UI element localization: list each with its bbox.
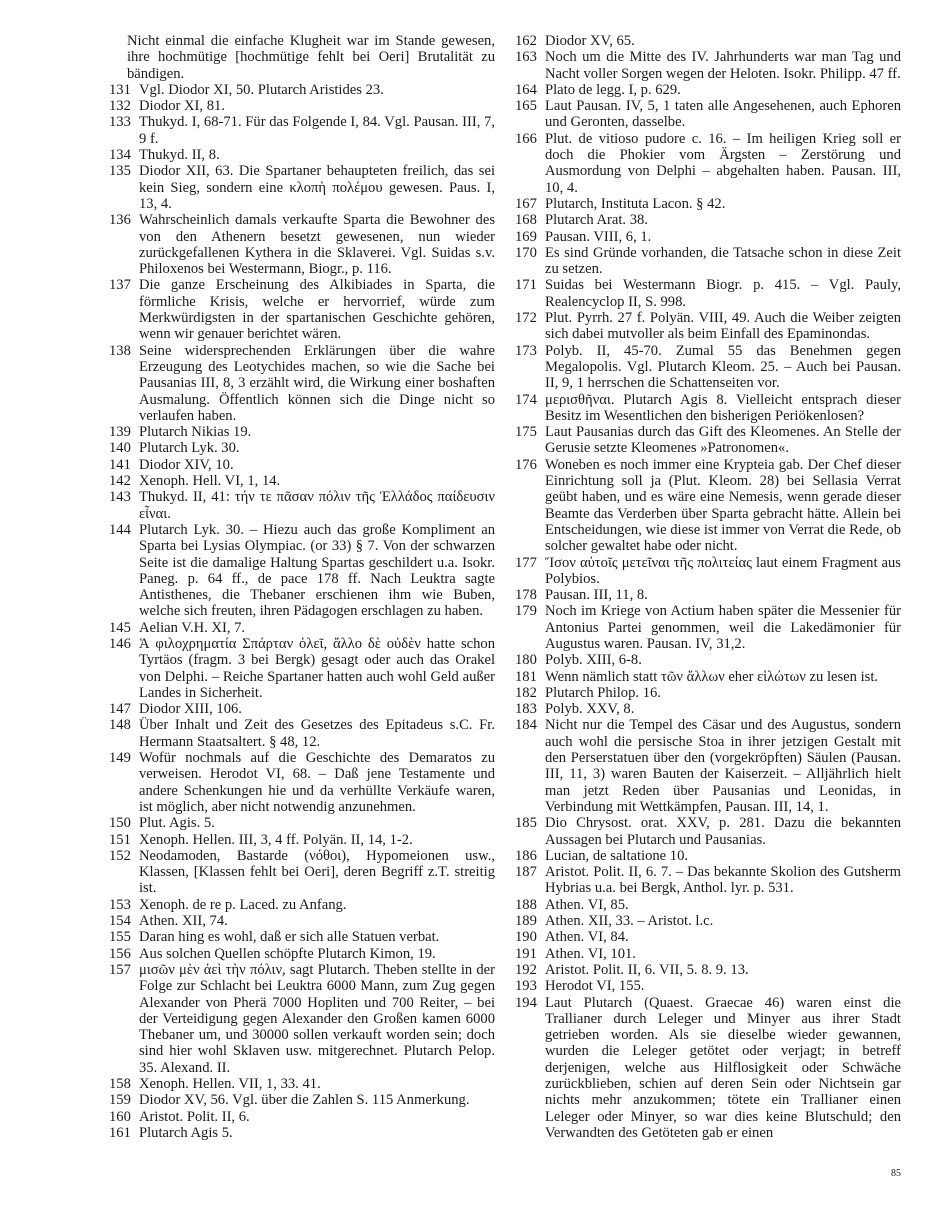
footnote-item: [515, 913, 901, 929]
footnote-text: Diodor XV, 56. Vgl. über die Zahlen S. 115 Anmerkung.: [139, 1092, 470, 1109]
footnote-text: Diodor XIV, 10.: [139, 456, 234, 473]
footnote-item: [515, 962, 901, 978]
footnote-text: Plutarch Agis 5.: [139, 1124, 233, 1141]
footnote-text: Pausan. III, 11, 8.: [545, 587, 648, 604]
footnote-item: [515, 555, 901, 588]
footnote-number: 171: [515, 277, 537, 294]
footnote-number: 154: [109, 913, 131, 930]
footnote-number: 133: [109, 114, 131, 131]
footnote-item: [109, 717, 495, 750]
footnote-item: [515, 33, 901, 49]
footnote-number: 144: [109, 521, 131, 538]
footnote-item: [109, 98, 495, 114]
footnote-number: 183: [515, 701, 537, 718]
footnote-number: 151: [109, 831, 131, 848]
footnote-number: 164: [515, 81, 537, 98]
footnote-number: 132: [109, 98, 131, 115]
footnote-item: [515, 669, 901, 685]
footnote-number: 142: [109, 473, 131, 490]
footnote-number: 174: [515, 391, 537, 408]
footnote-item: [109, 620, 495, 636]
page-number: 85: [891, 1168, 901, 1179]
footnote-item: [515, 603, 901, 652]
footnote-number: 152: [109, 847, 131, 864]
footnote-number: 185: [515, 815, 537, 832]
footnote-number: 143: [109, 489, 131, 506]
footnote-item: [515, 457, 901, 555]
footnote-text: Polyb. XIII, 6-8.: [545, 652, 642, 669]
footnote-item: [515, 98, 901, 131]
footnote-text: Seine widersprechenden Erklärungen über die wahre Erzeugung des Leotychides machen, so wie die Sache bei Pausanias III, 8, 3 erzählt wird, die Wirkung einer boshaften Ausmalung. Öffentlich können sich die Dinge nicht so verlaufen haben.: [139, 342, 495, 424]
footnote-text: Xenoph. Hell. VI, 1, 14.: [139, 473, 281, 490]
footnote-text: Plutarch Lyk. 30.: [139, 440, 240, 457]
footnote-text: Laut Pausanias durch das Gift des Kleomenes. An Stelle der Gerusie setzte Kleomenes »Patronomen«.: [545, 424, 901, 457]
footnote-number: 180: [515, 652, 537, 669]
footnote-item: [109, 163, 495, 212]
footnote-item: [109, 913, 495, 929]
footnote-number: 177: [515, 554, 537, 571]
footnote-text: Athen. VI, 85.: [545, 896, 629, 913]
footnote-item: [109, 489, 495, 522]
footnote-text: Pausan. VIII, 6, 1.: [545, 228, 652, 245]
footnote-number: 156: [109, 945, 131, 962]
footnote-text: Thukyd. II, 8.: [139, 147, 220, 164]
footnote-number: 189: [515, 913, 537, 930]
footnote-number: 193: [515, 978, 537, 995]
footnote-text: Aristot. Polit. II, 6. 7. – Das bekannte Skolion des Gutsherm Hybrias u.a. bei Bergk, Anthol. lyr. p. 531.: [545, 864, 901, 897]
footnote-number: 145: [109, 619, 131, 636]
footnote-number: 138: [109, 342, 131, 359]
footnote-item: [515, 229, 901, 245]
footnote-text: Nicht nur die Tempel des Cäsar und des Augustus, sondern auch wohl die persische Stoa in ihrer jetzigen Gestalt mit den Perserstatuen über den (vorgekröpften) Säulen (Pausan. III, 11, 3) waren Bauten der Kaiserzeit. – Alljährlich hielt man jetzt Reden über Pausanias und Leonidas, in Verbindung mit Wettkämpfen, Pausan. III, 14, 1.: [545, 717, 901, 815]
footnote-item: [109, 962, 495, 1076]
footnote-text: Athen. XII, 74.: [139, 913, 228, 930]
footnote-item: [109, 473, 495, 489]
footnote-item: [515, 245, 901, 278]
left-footnote-list: [109, 82, 495, 1141]
footnote-item: [109, 522, 495, 620]
footnote-item: [515, 864, 901, 897]
footnote-number: 139: [109, 424, 131, 441]
footnote-text: Thukyd. II, 41: τήν τε πᾶσαν πόλιν τῆς Ἑλλάδος παίδευσιν εἶναι.: [139, 489, 495, 522]
footnote-item: [515, 978, 901, 994]
footnote-item: [515, 652, 901, 668]
footnote-text: Polyb. II, 45-70. Zumal 55 das Benehmen gegen Megalopolis. Vgl. Plutarch Kleom. 25. – Auch bei Pausan. II, 9, 1 herrschen die Schattenseiten vor.: [545, 342, 901, 392]
footnote-number: 175: [515, 424, 537, 441]
footnote-number: 153: [109, 896, 131, 913]
footnote-item: [515, 815, 901, 848]
footnote-item: [109, 832, 495, 848]
footnote-number: 167: [515, 195, 537, 212]
footnote-number: 140: [109, 440, 131, 457]
footnote-number: 136: [109, 212, 131, 229]
footnote-number: 184: [515, 717, 537, 734]
footnote-item: [109, 946, 495, 962]
footnote-number: 158: [109, 1076, 131, 1092]
footnote-text: Plato de legg. I, p. 629.: [545, 81, 681, 98]
footnote-text: Wenn nämlich statt τῶν ἄλλων eher εἱλώτων zu lesen ist.: [545, 668, 879, 685]
footnote-number: 194: [515, 994, 537, 1011]
footnote-number: 148: [109, 717, 131, 734]
footnote-item: [515, 701, 901, 717]
footnote-number: 134: [109, 147, 131, 164]
footnote-number: 179: [515, 603, 537, 620]
footnote-item: [515, 392, 901, 425]
footnote-text: Ἁ φιλοχρηματία Σπάρταν ὀλεῖ, ἄλλο δὲ οὐδὲν hatte schon Tyrtäos (fragm. 3 bei Bergk) gesagt oder auch das Orakel von Delphi. – Reiche Spartaner hatten auch wohl Geld außer Landes in Sicherheit.: [139, 635, 495, 701]
footnote-text: Diodor XIII, 106.: [139, 701, 242, 718]
footnote-number: 169: [515, 228, 537, 245]
footnote-item: [109, 897, 495, 913]
footnote-number: 155: [109, 929, 131, 946]
footnote-text: Plutarch Lyk. 30. – Hiezu auch das große Kompliment an Sparta bei Lysias Olympiac. (or 33) § 7. Von der schwarzen Seite ist die damalige Haltung Spartas geschildert u.a. Isokr. Paneg. p. 64 ff., de pace 178 ff. Nach Leuktra sagte Antisthenes, die Thebaner erschienen ihm wie Buben, welche sich freuten, ihren Pädagogen erschlagen zu haben.: [139, 521, 495, 620]
footnote-text: Über Inhalt und Zeit des Gesetzes des Epitadeus s.C. Fr. Hermann Staatsaltert. § 48, 12.: [139, 717, 495, 750]
footnote-number: 172: [515, 310, 537, 327]
footnote-text: Plut. Pyrrh. 27 f. Polyän. VIII, 49. Auch die Weiber zeigten sich dabei mutvoller als beim Einfall des Epaminondas.: [545, 310, 901, 343]
footnote-text: Polyb. XXV, 8.: [545, 701, 635, 718]
left-column: [109, 33, 495, 1141]
footnote-text: Diodor XV, 65.: [545, 33, 635, 49]
footnote-text: Plutarch Philop. 16.: [545, 684, 661, 701]
footnote-text: Noch im Kriege von Actium haben später die Messenier für Antonius Partei genommen, weil die Lakedämonier für Augustus waren. Pausan. IV, 31,2.: [545, 603, 901, 652]
footnote-number: 176: [515, 456, 537, 473]
footnote-text: μερισθῆναι. Plutarch Agis 8. Vielleicht entsprach dieser Besitz im Wesentlichen den bisherigen Periökenlosen?: [545, 391, 901, 424]
footnote-item: [109, 1125, 495, 1141]
footnote-text: Laut Pausan. IV, 5, 1 taten alle Angesehenen, auch Ephoren und Geronten, dasselbe.: [545, 98, 901, 131]
footnote-item: [515, 310, 901, 343]
footnote-text: Diodor XI, 81.: [139, 98, 225, 115]
footnote-text: Aelian V.H. XI, 7.: [139, 619, 246, 636]
footnote-item: [515, 587, 901, 603]
footnote-item: [109, 848, 495, 897]
footnote-number: 157: [109, 961, 131, 978]
footnote-text: Neodamoden, Bastarde (νόθοι), Hypomeionen usw., Klassen, [Klassen fehlt bei Oeri], deren Begriff z.T. streitig ist.: [139, 847, 495, 897]
footnote-text: Dio Chrysost. orat. XXV, p. 281. Dazu die bekannten Aussagen bei Plutarch und Pausanias.: [545, 815, 901, 848]
footnote-item: [109, 277, 495, 342]
footnote-number: 149: [109, 750, 131, 767]
footnote-text: Vgl. Diodor XI, 50. Plutarch Aristides 23.: [139, 81, 384, 98]
footnote-text: Aristot. Polit. II, 6.: [139, 1108, 250, 1125]
footnote-text: Athen. VI, 84.: [545, 929, 629, 946]
footnote-item: [515, 946, 901, 962]
footnote-item: [109, 440, 495, 456]
footnote-number: 192: [515, 961, 537, 978]
footnote-item: [109, 1109, 495, 1125]
footnote-item: [109, 929, 495, 945]
right-footnote-list: [515, 33, 901, 1141]
footnote-item: [515, 277, 901, 310]
footnote-item: [515, 82, 901, 98]
footnote-text: Xenoph. Hellen. VII, 1, 33. 41.: [139, 1076, 321, 1092]
footnote-item: [515, 49, 901, 82]
footnote-item: [109, 114, 495, 147]
footnote-text: Plutarch Nikias 19.: [139, 424, 252, 441]
footnote-number: 182: [515, 684, 537, 701]
footnote-number: 160: [109, 1108, 131, 1125]
footnote-text: Xenoph. Hellen. III, 3, 4 ff. Polyän. II, 14, 1-2.: [139, 831, 413, 848]
footnote-number: 173: [515, 342, 537, 359]
footnote-text: Athen. XII, 33. – Aristot. l.c.: [545, 913, 714, 930]
footnote-text: Wahrscheinlich damals verkaufte Sparta die Bewohner des von den Athenern besetzt gewesenen, nun wieder zurückgefallenen Kythera in die Sklaverei. Vgl. Suidas s.v. Philoxenos bei Westermann, Biogr., p. 116.: [139, 212, 495, 278]
footnote-number: 191: [515, 945, 537, 962]
footnote-text: Woneben es noch immer eine Krypteia gab. Der Chef dieser Einrichtung soll ja (Plut. Kleom. 28) bei Sellasia Verrat geübt haben, und es wäre eine Nemesis, wenn gerade dieser Beamte das Verderben über Sparta gebracht hätte. Allein bei Entscheidungen, wie diese ist immer von Verrat die Rede, ob solcher gewaltet habe oder nicht.: [545, 456, 901, 555]
footnote-text: Athen. VI, 101.: [545, 945, 636, 962]
footnote-number: 146: [109, 635, 131, 652]
footnote-text: Suidas bei Westermann Biogr. p. 415. – Vgl. Pauly, Realencyclop II, S. 998.: [545, 277, 901, 310]
footnote-item: [515, 212, 901, 228]
footnote-item: [515, 343, 901, 392]
footnote-text: Plutarch, Instituta Lacon. § 42.: [545, 195, 726, 212]
footnote-item: [515, 196, 901, 212]
footnote-number: 163: [515, 49, 537, 66]
footnote-text: Ἴσον αὐτοῖς μετεῖναι τῆς πολιτείας laut einem Fragment aus Polybios.: [545, 554, 901, 587]
footnote-text: Laut Plutarch (Quaest. Graecae 46) waren einst die Trallianer durch Leleger und Minyer aus ihrer Stadt getrieben worden. Als sie dieselbe wieder gewannen, wurden die Leleger getötet oder verjagt; in betreff derjenigen, welche aus Hilflosigkeit oder Schwäche zurückblieben, schien auf deren Sein oder Nichtsein gar nichts mehr anzukommen; tötete ein Trallianer einen Leleger oder Minyer, so war dies keine Blutschuld; den Verwandten des Getöteten gab er einen: [545, 994, 901, 1141]
footnote-item: [109, 636, 495, 701]
footnote-item: [515, 424, 901, 457]
footnote-text: Plutarch Arat. 38.: [545, 212, 648, 229]
footnote-item: [109, 457, 495, 473]
footnote-item: [109, 82, 495, 98]
right-column: [515, 33, 901, 1141]
footnote-number: 166: [515, 130, 537, 147]
footnote-item: [109, 815, 495, 831]
footnote-text: Lucian, de saltatione 10.: [545, 847, 689, 864]
footnote-item: [109, 1076, 495, 1092]
footnote-text: Thukyd. I, 68-71. Für das Folgende I, 84. Vgl. Pausan. III, 7, 9 f.: [139, 114, 495, 147]
footnote-text: Daran hing es wohl, daß er sich alle Statuen verbat.: [139, 929, 440, 946]
footnote-number: 188: [515, 896, 537, 913]
footnote-item: [109, 147, 495, 163]
footnote-text: Herodot VI, 155.: [545, 978, 645, 995]
footnote-item: [109, 424, 495, 440]
footnote-continuation: Nicht einmal die einfache Klugheit war im Stande gewesen, ihre hochmütige [hochmütige fehlt bei Oeri] Brutalität zu bändigen.: [127, 33, 495, 82]
footnote-text: Es sind Gründe vorhanden, die Tatsache schon in diese Zeit zu setzen.: [545, 244, 901, 278]
footnote-item: [109, 212, 495, 277]
footnote-text: Plut. Agis. 5.: [139, 815, 215, 832]
footnote-number: 165: [515, 98, 537, 115]
footnote-number: 147: [109, 701, 131, 718]
footnote-text: Noch um die Mitte des IV. Jahrhunderts war man Tag und Nacht voller Sorgen wegen der Heloten. Isokr. Philipp. 47 ff.: [545, 49, 901, 82]
footnote-number: 137: [109, 277, 131, 294]
footnote-text: Aristot. Polit. II, 6. VII, 5. 8. 9. 13.: [545, 961, 749, 978]
footnote-number: 159: [109, 1092, 131, 1109]
footnote-item: [515, 848, 901, 864]
footnote-number: 161: [109, 1124, 131, 1141]
footnote-item: [515, 717, 901, 815]
footnote-item: [515, 995, 901, 1142]
footnote-text: Die ganze Erscheinung des Alkibiades in Sparta, die förmliche Krisis, welche er hervorrief, würde zum Merkwürdigsten in der spartanischen Geschichte gehören, wenn wir genauer berichtet wären.: [139, 277, 495, 343]
footnote-number: 162: [515, 33, 537, 49]
footnote-item: [515, 685, 901, 701]
footnote-text: Xenoph. de re p. Laced. zu Anfang.: [139, 896, 347, 913]
footnote-text: Plut. de vitioso pudore c. 16. – Im heiligen Krieg soll er doch die Phokier vom Ärgsten – Zerstörung und Ausmordung von Delphi – abgehalten haben. Pausan. III, 10, 4.: [545, 130, 901, 196]
footnote-text: Wofür nochmals auf die Geschichte des Demaratos zu verweisen. Herodot VI, 68. – Daß jene Testamente und andere Schenkungen hie und da verhüllte Verkäufe waren, ist möglich, aber nicht notwendig anzunehmen.: [139, 750, 495, 815]
footnote-number: 190: [515, 929, 537, 946]
footnote-item: [515, 929, 901, 945]
footnote-number: 141: [109, 456, 131, 473]
footnote-item: [109, 750, 495, 815]
footnote-text: Aus solchen Quellen schöpfte Plutarch Kimon, 19.: [139, 945, 436, 962]
footnote-number: 150: [109, 815, 131, 832]
footnote-item: [109, 1092, 495, 1108]
footnote-number: 170: [515, 244, 537, 261]
footnote-number: 168: [515, 212, 537, 229]
footnote-item: [515, 131, 901, 196]
footnote-item: [109, 343, 495, 424]
footnote-number: 131: [109, 81, 131, 98]
footnote-item: [109, 701, 495, 717]
footnote-text: Diodor XII, 63. Die Spartaner behaupteten freilich, das sei kein Sieg, sondern eine κλοπὴ πολέμου gewesen. Paus. I, 13, 4.: [139, 163, 495, 212]
footnote-text: μισῶν μὲν ἀεὶ τὴν πόλιν, sagt Plutarch. Theben stellte in der Folge zur Schlacht bei Leuktra 6000 Mann, zum Zug gegen Alexander von Pherä 7000 Hopliten und 700 Reiter, – bei der Verteidigung gegen Alexander den Großen kamen 6000 Thebaner um, und 30000 sollen verkauft worden sein; doch sind hier wohl Sklaven usw. mitgerechnet. Plutarch Pelop. 35. Alexand. II.: [139, 961, 495, 1076]
footnote-number: 135: [109, 163, 131, 180]
footnote-number: 178: [515, 587, 537, 604]
footnote-number: 181: [515, 668, 537, 685]
footnote-number: 186: [515, 847, 537, 864]
footnote-number: 187: [515, 864, 537, 881]
footnote-item: [515, 897, 901, 913]
